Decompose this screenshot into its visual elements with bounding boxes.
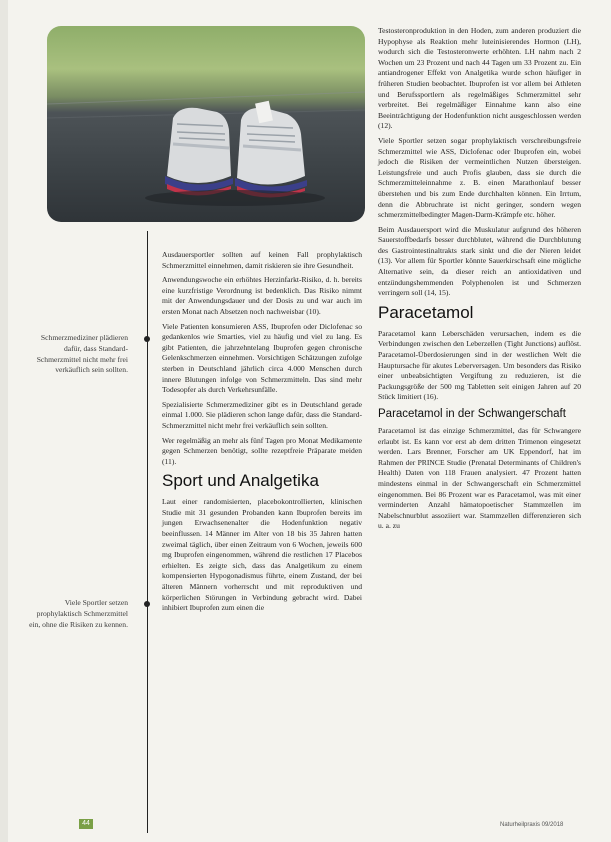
page-number: 44 [79,819,93,829]
sidenote-athletes: Viele Sportler setzen prophylaktisch Schmerzmittel ein, ohne die Risiken zu kennen. [29,598,128,629]
paragraph: Paracetamol kann Leberschäden verursachen, indem es die Verbindungen zwischen den Leberzellen (Tight Junctions) auflöst. Paracetamol-Überdosierungen sind in der westlichen Welt die Hauptursache für akutes Leberversagen. Um besonders das Risiko einer unbeabsichtigten Vergiftung zu reduzieren, ist die Packungsgröße der 500 mg Tabletten seit einigen Jahren auf 20 Stück limitiert (16). [378,328,581,402]
section-heading-paracetamol: Paracetamol [378,302,474,322]
paragraph: Beim Ausdauersport wird die Muskulatur aufgrund des höheren Sauerstoffbedarfs besser durchblutet, während die Durchblutung des Gastrointestinaltrakts stark sinkt und die der Nieren leidet (13). Vor allem für Sportler könnte Sauerkirschsaft eine mögliche Alternative sein, da dieser reich an antioxidativen und entzündungshemmenden Polyphenolen ist und Schmerzen verringern soll (14, 15). [378,224,581,298]
paragraph: Viele Patienten konsumieren ASS, Ibuprofen oder Diclofenac so gedankenlos wie Smarties, viel zu häufig und viel zu lang. Es gibt Patienten, die jahrzehntelang Ibuprofen gegen chronische Gelenkschmerzen einnehmen. Vorsichtigen Schätzungen zufolge sterben in Deutschland jährlich circa 4.000 Menschen durch innere Blutungen infolge von Schmerzmitteln. Das sind mehr Todesopfer als durch Verkehrsunfälle. [162,321,362,395]
page-edge [0,0,8,842]
sidenote-pain-specialists: Schmerzmediziner plädieren dafür, dass Standard-Schmerzmittel nicht mehr frei verkäuflich sein sollten. [36,333,128,375]
sidenote-marker [144,336,150,342]
running-shoes-photo [47,26,365,222]
sidenote-marker [144,601,150,607]
paragraph: Anwendungswoche ein erhöhtes Herzinfarkt-Risiko, d. h. bereits eine kurzfristige Verordnung ist bedenklich. Das Risiko nimmt mit der Anwendungsdauer und der Dosis zu und war auch im ersten Monat nach Absetzen noch nachweisbar (10). [162,275,362,316]
paragraph: Laut einer randomisierten, placebokontrollierten, klinischen Studie mit 31 gesunden Probanden kann Ibuprofen bereits im jungen Erwachsenenalter die Hodenfunktion negativ beeinflussen. 14 Männer im Alter von 18 bis 35 Jahren hatten zweimal täglich, über einen Zeitraum von 6 Wochen, jeweils 600 mg Ibuprofen eingenommen, während die restlichen 17 Placebos erhielten. Es zeigte sich, dass das Analgetikum zu einem kompensierten Hypogonadismus führte, einem Zustand, der bei älteren Männern vorherrscht und mit reproduktiven und körperlichen Störungen in Verbindung gebracht wird. Dabei inhibiert Ibuprofen zum einen die [162,497,362,613]
paragraph: Testosteronproduktion in den Hoden, zum anderen produziert die Hypophyse als Reaktion mehr luteinisierendes Hormon (LH), wodurch sich die Testosteronwerte erhöhten. LH nahm nach 2 Wochen um 23 Prozent und nach 44 Tagen um 33 Prozent zu. Ein antiandrogener Effekt von Analgetika wurde schon häufiger in früheren Studien beobachtet. Ibuprofen ist vor allem bei Athleten und Berufssportlern als regelmäßiges Schmerzmittel sehr verbreitet. Bei regelmäßiger Einnahme kann also eine Beeinträchtigung der Hodenfunktion nicht ausgeschlossen werden (12). [378,26,581,131]
paragraph: Spezialisierte Schmerzmediziner gibt es in Deutschland gerade einmal 1.000. Sie plädieren schon lange dafür, dass die Standard-Schmerzmittel nicht mehr frei verkäuflich sein sollten. [162,399,362,430]
paragraph: Viele Sportler setzen sogar prophylaktisch verschreibungsfreie Schmerzmittel wie ASS, Diclofenac oder Ibuprofen ein, wobei jedoch die Risiken der vermeintlichen Nutzen übersteigen. Leistungsfreie und auch Profis glauben, dass sie durch die Schmerzmitteleinnahme z. B. einen Marathonlauf besser überstehen und bis zum Ende durchhalten können. Ein Irrtum, denn die Abbruchrate ist nicht geringer, sondern wegen schmerzmittelbedingter Magen-Darm-Krämpfe etc. höher. [378,135,581,220]
paragraph: Wer regelmäßig an mehr als fünf Tagen pro Monat Medikamente gegen Schmerzen benötigt, sollte rezeptfreie Präparate meiden (11). [162,435,362,466]
column-divider [147,231,148,833]
paragraph: Ausdauersportler sollten auf keinen Fall prophylaktisch Schmerzmittel einnehmen, damit riskieren sie ihre Gesundheit. [162,250,362,270]
right-text-column [378,26,581,536]
section-heading-sport: Sport und Analgetika [162,471,319,491]
running-shoes-image [47,26,365,222]
journal-footer: Naturheilpraxis 09/2018 [500,822,564,828]
section-heading-pregnancy: Paracetamol in der Schwangerschaft [378,408,566,420]
paragraph: Paracetamol ist das einzige Schmerzmittel, das für Schwangere erlaubt ist. Es kann vor erst ab dem dritten Trimenon eingesetzt werden. Lars Brenner, Forscher am UK Eppendorf, hat im Rahmen der PRINCE Studie (Prenatal Determinants of Children's Health) Daten von 118 Frauen analysiert. 47 Prozent hatten mindestens einmal in der Schwangerschaft ein Schmerzmittel eingenommen. Bei 86 Prozent war es Paracetamol, was mit einer verminderten Anzahl hämatopoetischer Stammzellen im Nabelschnurblut assoziiert war. Stammzellen differenzieren sich u. a. zu [378,426,581,531]
left-text-column [162,250,362,618]
